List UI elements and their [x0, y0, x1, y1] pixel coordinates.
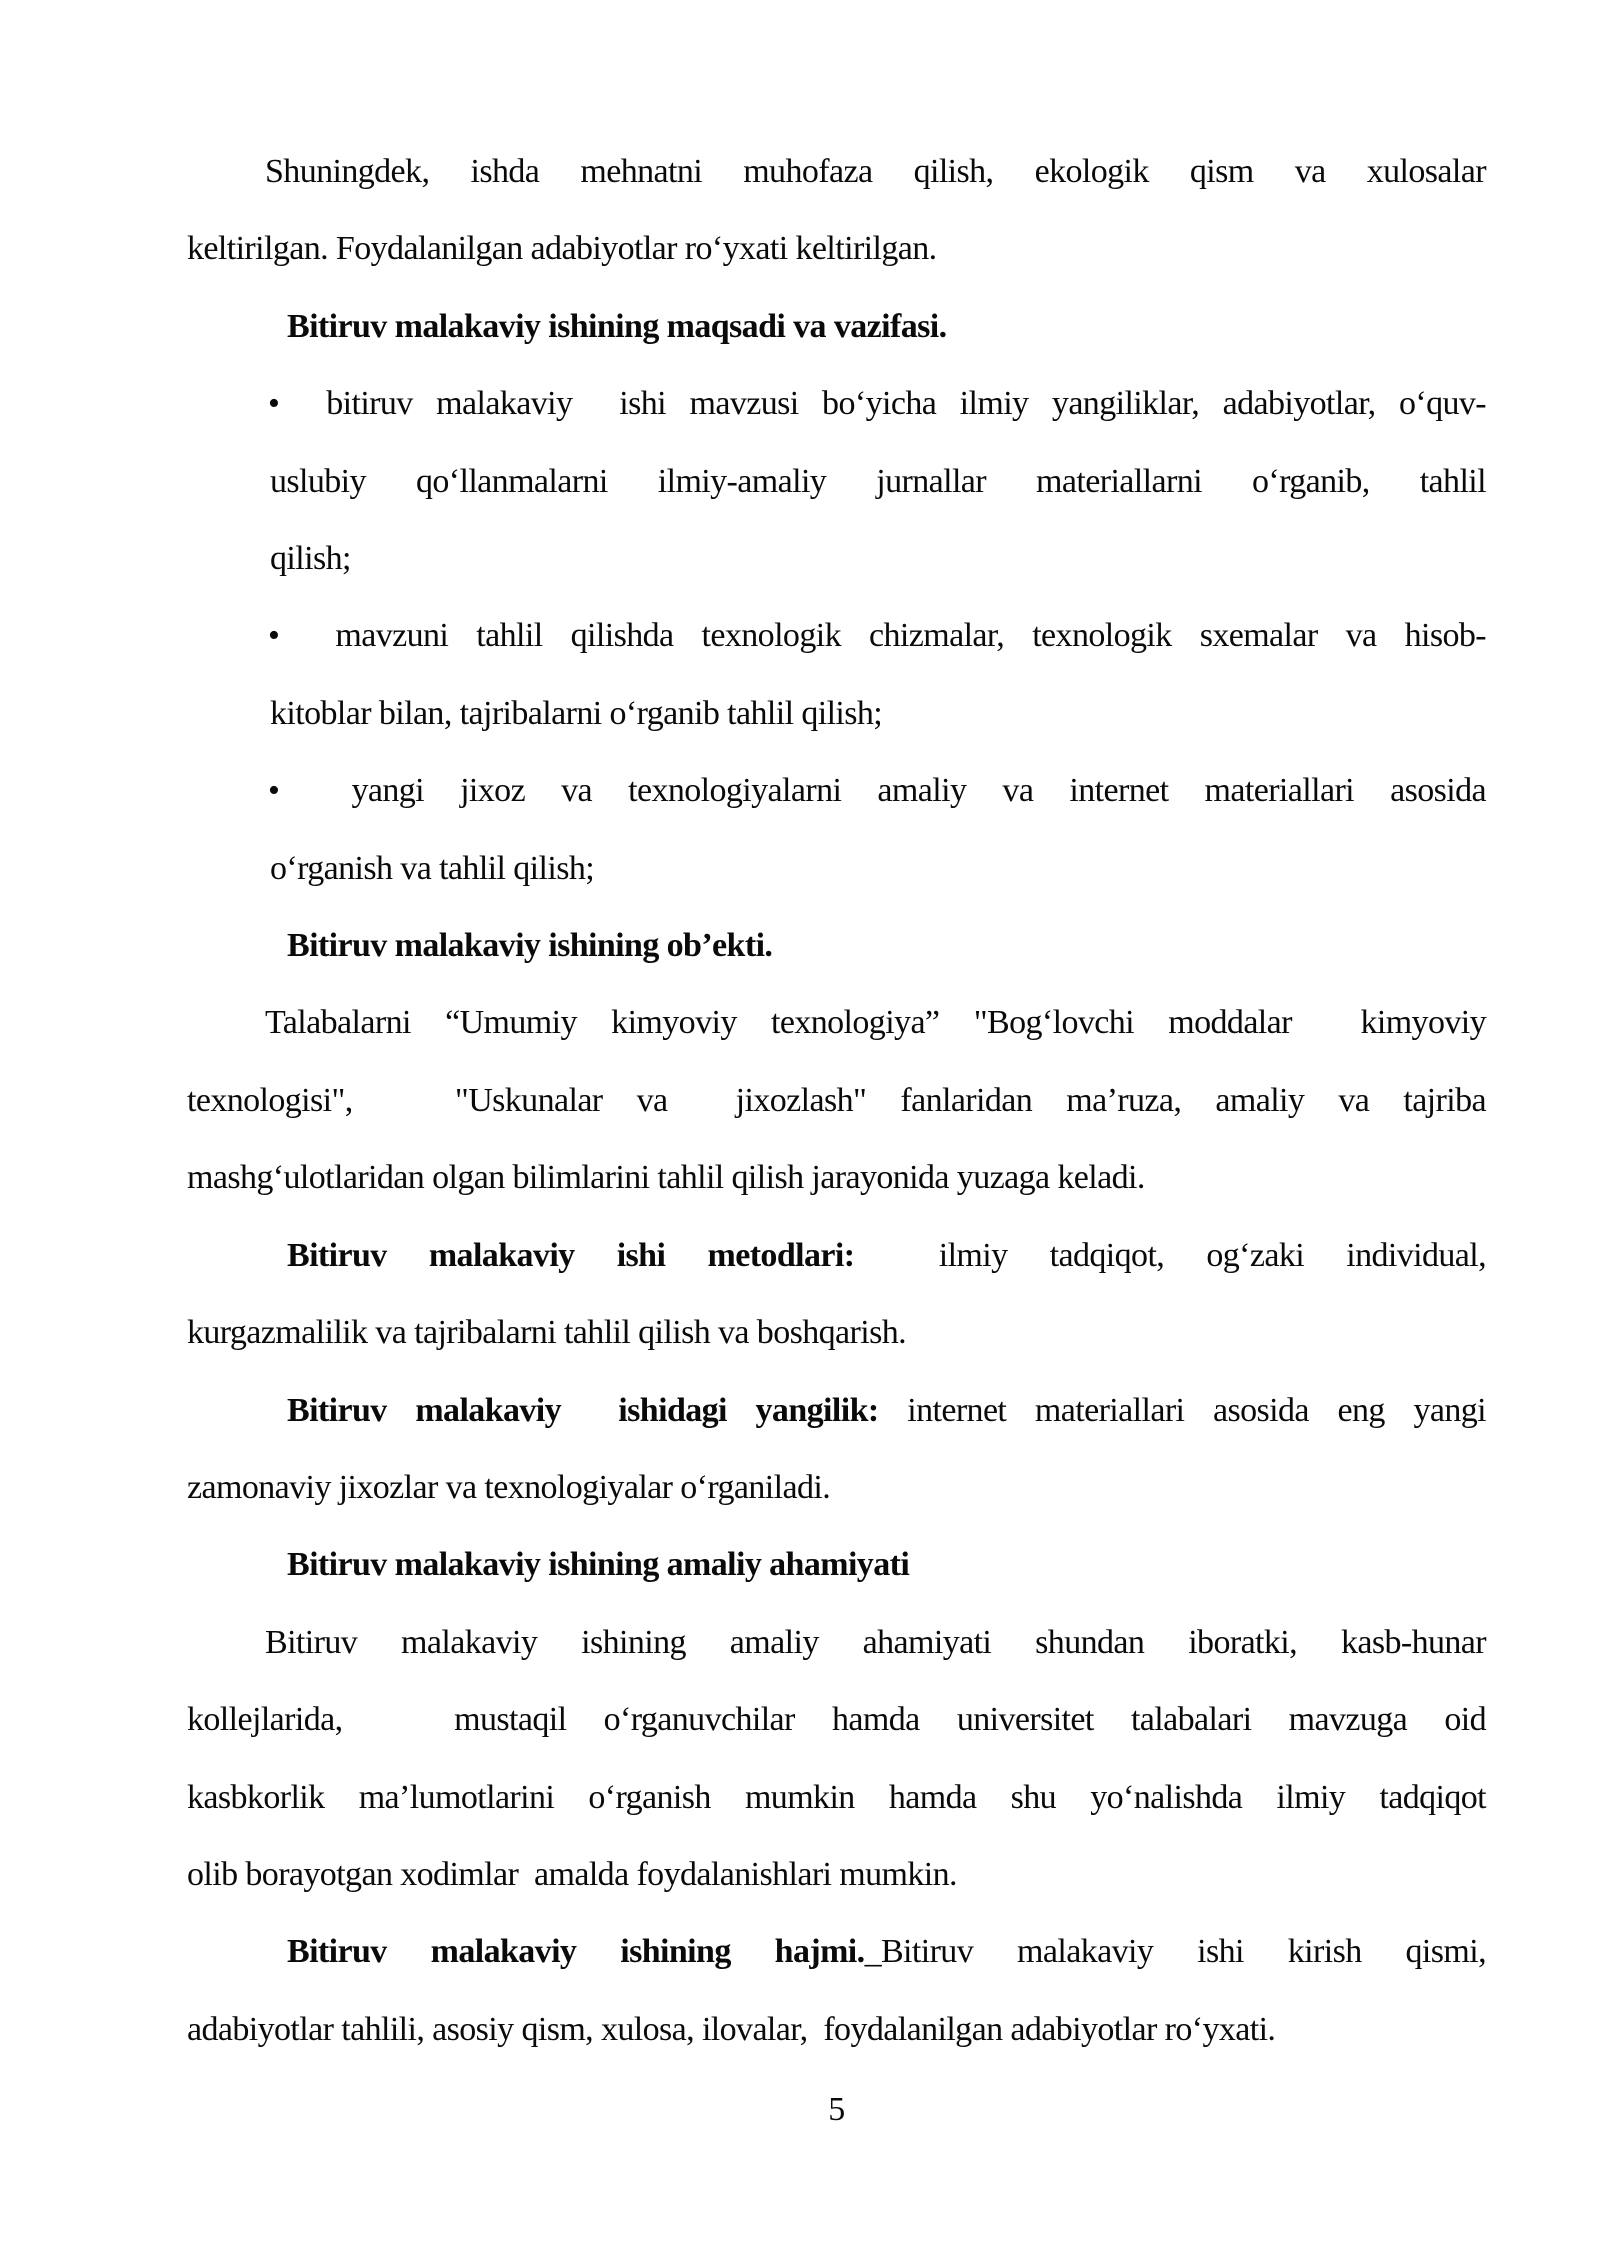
text-line [187, 1836, 1486, 1913]
text-line [187, 1913, 1486, 1990]
text-line [187, 984, 1486, 1061]
text-segment: kurgazmalilik va tajribalarni tahlil qilish va boshqarish. [187, 1314, 907, 1352]
text-segment: kollejlarida, mustaqil o‘rganuvchilar hamda universitet talabalari mavzuga oid [187, 1701, 1486, 1739]
text-segment: _Bitiruv malakaviy ishi kirish qismi, [864, 1933, 1486, 1971]
text-segment: uslubiy qo‘llanmalarni ilmiy-amaliy jurnallar materiallarni o‘rganib, tahlil [270, 462, 1486, 500]
page-number: 5 [828, 2091, 845, 2128]
text-line [187, 133, 1486, 210]
text-line [187, 1759, 1486, 1836]
bold-text-segment: Bitiruv malakaviy ishidagi yangilik: [287, 1391, 879, 1429]
bullet-line [187, 597, 1486, 674]
text-segment: texnologisi", "Uskunalar va jixozlash" fanlaridan ma’ruza, amaliy va tajriba [187, 1081, 1486, 1119]
heading-line [187, 1526, 1486, 1603]
text-line [187, 1139, 1486, 1216]
text-segment: internet materiallari asosida eng yangi [878, 1391, 1487, 1429]
text-segment: Talabalarni “Umumiy kimyoviy texnologiya” "Bog‘lovchi moddalar kimyoviy [265, 1004, 1486, 1042]
text-segment: Bitiruv malakaviy ishining amaliy ahamiyati shundan iboratki, kasb-hunar [265, 1623, 1486, 1661]
text-line [187, 210, 1486, 287]
bold-text-segment: Bitiruv malakaviy ishi metodlari: [287, 1236, 855, 1274]
text-line [187, 1217, 1486, 1294]
heading-line [187, 288, 1486, 365]
bullet-line [187, 520, 1486, 597]
text-segment: adabiyotlar tahlili, asosiy qism, xulosa, ilovalar, foydalanilgan adabiyotlar ro‘yxati. [187, 2010, 1276, 2048]
text-segment: keltirilgan. Foydalanilgan adabiyotlar ro‘yxati keltirilgan. [187, 230, 937, 268]
text-segment: • yangi jixoz va texnologiyalarni amaliy va internet materiallari asosida [268, 772, 1486, 810]
text-segment: o‘rganish va tahlil qilish; [270, 849, 595, 887]
bullet-line [187, 752, 1486, 829]
bold-text-segment: Bitiruv malakaviy ishining maqsadi va vazifasi. [287, 307, 947, 345]
text-segment: • mavzuni tahlil qilishda texnologik chizmalar, texnologik sxemalar va hisob- [268, 617, 1486, 655]
heading-line [187, 907, 1486, 984]
text-line [187, 1991, 1486, 2068]
text-line [187, 1062, 1486, 1139]
bold-text-segment: Bitiruv malakaviy ishining amaliy ahamiyati [287, 1546, 910, 1584]
text-segment: mashg‘ulotlaridan olgan bilimlarini tahlil qilish jarayonida yuzaga keladi. [187, 1159, 1145, 1197]
bullet-line [187, 365, 1486, 442]
bold-text-segment: Bitiruv malakaviy ishining hajmi. [287, 1933, 865, 1971]
document-body [187, 133, 1486, 2068]
bullet-line [187, 830, 1486, 907]
text-line [187, 1372, 1486, 1449]
text-line [187, 1449, 1486, 1526]
text-segment: Shuningdek, ishda mehnatni muhofaza qilish, ekologik qism va xulosalar [265, 153, 1486, 190]
text-line [187, 1681, 1486, 1758]
bold-text-segment: Bitiruv malakaviy ishining ob’ekti. [287, 927, 773, 965]
text-segment: ilmiy tadqiqot, og‘zaki individual, [854, 1236, 1486, 1274]
bullet-line [187, 675, 1486, 752]
text-line [187, 1604, 1486, 1681]
text-segment: kitoblar bilan, tajribalarni o‘rganib tahlil qilish; [270, 694, 883, 732]
text-segment: kasbkorlik ma’lumotlarini o‘rganish mumkin hamda shu yo‘nalishda ilmiy tadqiqot [187, 1778, 1486, 1816]
text-line [187, 1294, 1486, 1371]
text-segment: • bitiruv malakaviy ishi mavzusi bo‘yicha ilmiy yangiliklar, adabiyotlar, o‘quv- [268, 385, 1486, 423]
bullet-line [187, 443, 1486, 520]
text-segment: qilish; [270, 540, 351, 578]
text-segment: zamonaviy jixozlar va texnologiyalar o‘rganiladi. [187, 1468, 831, 1506]
text-segment: olib borayotgan xodimlar amalda foydalanishlari mumkin. [187, 1855, 957, 1893]
